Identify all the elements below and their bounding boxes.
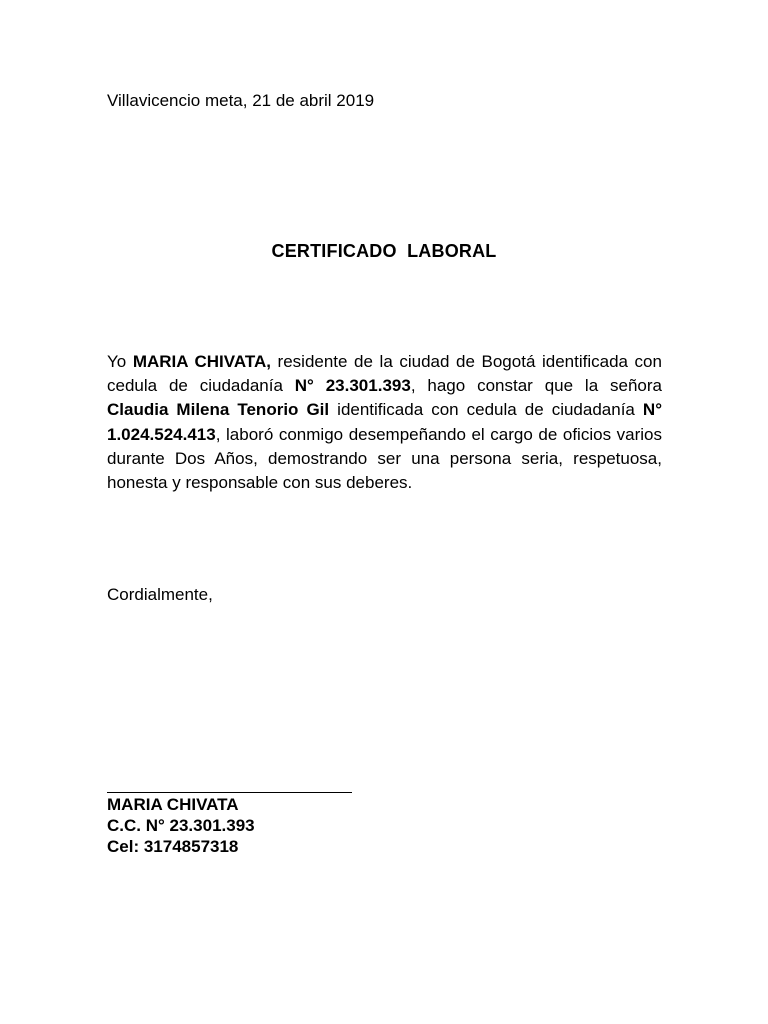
signature-block (107, 794, 255, 857)
document-title: CERTIFICADO LABORAL (271, 241, 497, 261)
signature-line (107, 792, 352, 793)
date-location-line: Villavicencio meta, 21 de abril 2019 (107, 91, 375, 110)
signer-phone: Cel: 3174857318 (107, 837, 239, 856)
issuer-id-number-bold: N° 23.301.393 (294, 376, 411, 396)
body-text-segment-4: identificada con cedula de ciudadanía (329, 400, 643, 420)
signer-id: C.C. N° 23.301.393 (107, 816, 255, 835)
closing-salutation: Cordialmente, (107, 585, 213, 604)
signer-name: MARIA CHIVATA (107, 795, 239, 814)
body-text-segment-5: , laboró conmigo desempeñando el cargo de oficios varios durante Dos Años, demostrando ser una persona seria, respetuosa, honesta y responsable con sus deberes. (107, 424, 662, 493)
employee-id-number-bold: N° 1.024.524.413 (107, 400, 662, 444)
body-text-segment-2: residente de la ciudad de Bogotá identificada con cedula de ciudadanía (107, 352, 662, 396)
employee-name-bold: Claudia Milena Tenorio Gil (107, 400, 330, 420)
certificate-body-paragraph (107, 350, 662, 495)
body-text-segment-1: Yo (107, 352, 133, 371)
issuer-name-bold: MARIA CHIVATA, (132, 352, 271, 371)
body-text-segment-3: , hago constar que la señora (410, 376, 662, 396)
